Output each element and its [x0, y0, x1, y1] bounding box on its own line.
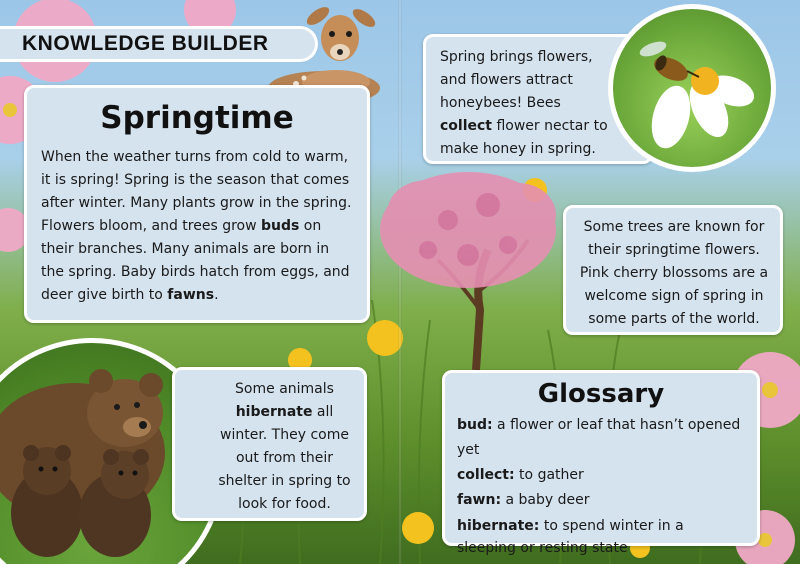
glossary-entry-hibernate: [457, 515, 745, 559]
springtime-text-part3: .: [214, 287, 219, 303]
bees-text-part1: Spring brings flowers, and flowers attract honeybees! Bees: [440, 49, 593, 111]
glossary-term: fawn:: [457, 492, 502, 508]
hibernate-text-part1: Some animals: [235, 381, 334, 397]
bee-photo: [608, 4, 776, 172]
vocab-fawns: fawns: [167, 287, 215, 303]
hibernate-text-part2: all winter. They come out from their shelter in spring to look for food.: [218, 404, 351, 512]
glossary-definition: a baby deer: [501, 492, 590, 508]
hibernate-text: [215, 378, 354, 516]
trees-text: Some trees are known for their springtime flowers. Pink cherry blossoms are a welcome sign of spring in some parts of the world.: [579, 219, 769, 327]
cherry-blossom-tree-icon: [368, 160, 568, 370]
bees-text-part2: flower nectar to make honey in spring.: [440, 118, 608, 157]
glossary-definition: to spend winter in a sleeping or resting state: [457, 518, 684, 556]
vocab-collect: collect: [440, 118, 493, 134]
springtime-text: [41, 146, 353, 307]
trees-card: [563, 205, 783, 335]
springtime-card: [24, 85, 370, 323]
bees-text: [440, 46, 615, 161]
glossary-term: collect:: [457, 467, 515, 483]
glossary-definition: to gather: [514, 467, 584, 483]
springtime-title: Springtime: [100, 100, 294, 136]
springtime-text-part1: When the weather turns from cold to warm, it is spring! Spring is the season that comes after winter. Many plants grow in the spring. Flowers bloom, and trees grow: [41, 149, 352, 234]
glossary-term: bud:: [457, 417, 493, 433]
glossary-title: Glossary: [537, 379, 665, 409]
glossary-entry-bud: [457, 413, 745, 463]
hibernate-card: [172, 367, 367, 521]
glossary-entry-fawn: [457, 488, 745, 513]
bee-on-flower-icon: [613, 9, 771, 167]
banner-label: KNOWLEDGE BUILDER: [22, 32, 269, 55]
glossary-definition: a flower or leaf that hasn’t opened yet: [457, 417, 741, 458]
vocab-hibernate: hibernate: [235, 404, 313, 420]
glossary-card: [442, 370, 760, 556]
vocab-buds: buds: [261, 218, 300, 234]
glossary-term: hibernate:: [457, 518, 540, 534]
glossary-entry-collect: [457, 463, 745, 488]
springtime-text-part2: on their branches. Many animals are born in the spring. Baby birds hatch from eggs, and deer give birth to: [41, 218, 350, 303]
